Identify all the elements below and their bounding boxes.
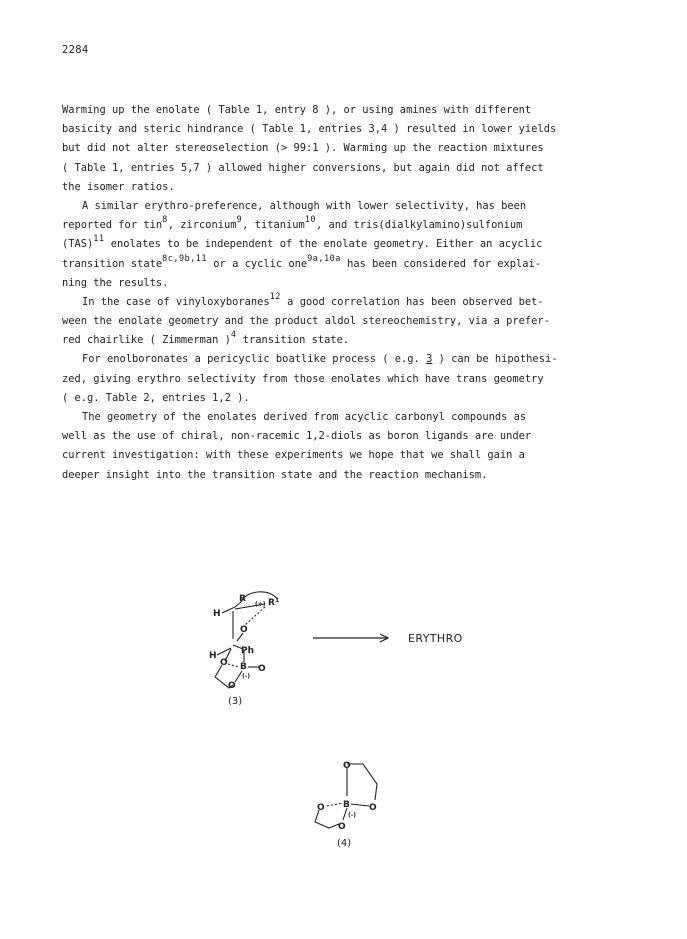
charge-plus: (+) (255, 601, 266, 608)
text-line: zed, giving erythro selectivity from those enolates which have trans geometry (62, 372, 544, 385)
reference-superscript: 12 (269, 291, 281, 302)
bond-o-b-partial (228, 664, 239, 667)
structure-4-label: (4) (337, 838, 352, 849)
text-line (62, 235, 634, 254)
atom-ph: Ph (241, 646, 255, 656)
reference-superscript: 11 (93, 234, 105, 245)
body-text (62, 101, 634, 485)
upper-ring (347, 764, 377, 800)
bond-b-o-right (351, 804, 369, 806)
reference-superscript: 8 (162, 215, 168, 226)
text-line: current investigation: with these experiments we hope that we shall gain a (62, 449, 525, 462)
text-fragment: (TAS) (62, 238, 94, 251)
text-line: The geometry of the enolates derived from acyclic carbonyl compounds as (82, 411, 527, 423)
atom-o-right: O (258, 664, 266, 674)
atom-o-right: O (369, 803, 377, 813)
bond-b-o-lower (235, 671, 242, 682)
text-line (62, 216, 634, 235)
text-line: but did not alter stereoselection (> 99:1 ). Warming up the reaction mixtures (62, 142, 544, 155)
text-fragment: red chairlike ( Zimmerman ) (62, 334, 231, 347)
reference-superscript: 4 (230, 330, 237, 341)
reference-superscript: 8c,9b,11 (162, 253, 208, 264)
text-line: A similar erythro-preference, although with lower selectivity, has been (82, 199, 527, 212)
atom-r1 (268, 597, 279, 608)
reference-superscript: 9 (236, 215, 243, 226)
atom-b: B (343, 800, 350, 810)
text-line (62, 331, 634, 350)
charge-minus: (-) (348, 812, 356, 819)
structure-4-diagram (305, 756, 390, 836)
text-fragment: transition state. (236, 334, 350, 347)
text-line: the isomer ratios. (62, 180, 175, 193)
atom-o-bottom: O (338, 822, 346, 832)
bond-cplus-o-partial (245, 607, 265, 625)
text-fragment: , titanium (242, 219, 305, 232)
text-line: basicity and steric hindrance ( Table 1, entries 3,4 ) resulted in lower yields (62, 123, 557, 136)
atom-h-lower: H (209, 651, 217, 661)
text-fragment: , and tris(dialkylamino)sulfonium (315, 219, 523, 232)
text-fragment: ) can be hipothesi- (432, 353, 558, 366)
page-number: 2284 (62, 44, 89, 56)
erythro-label: ERYTHRO (408, 632, 463, 645)
atom-o-top: O (343, 761, 351, 771)
structure-3-label: (3) (228, 696, 243, 707)
atom-r: R (239, 594, 246, 604)
reference-superscript: 10 (304, 215, 316, 226)
text-line: ween the enolate geometry and the product aldol stereochemistry, via a prefer- (62, 315, 550, 328)
atom-o-enolate: O (220, 658, 228, 668)
text-fragment: reported for tin (62, 219, 163, 232)
text-fragment: transition state (62, 257, 163, 270)
text-line: Warming up the enolate ( Table 1, entry 8 ), or using amines with different (62, 104, 532, 116)
atom-r1-superscript: 1 (274, 597, 280, 604)
text-line: ( e.g. Table 2, entries 1,2 ). (62, 391, 250, 404)
atom-o-carbonyl: O (240, 625, 248, 635)
structure-3-diagram (195, 585, 295, 695)
text-line: ning the results. (62, 276, 169, 289)
text-line: well as the use of chiral, non-racemic 1,2-diols as boron ligands are under (62, 430, 532, 443)
text-fragment: , zirconium (167, 219, 237, 232)
bond-o-b-dotted (327, 803, 343, 806)
text-fragment: For enolboronates a pericyclic boatlike process ( e.g. (82, 353, 427, 366)
text-fragment: or a cyclic one (207, 257, 308, 270)
atom-o-lower: O (228, 681, 236, 691)
text-fragment: a good correlation has been observed bet- (280, 295, 544, 308)
charge-minus: (-) (242, 673, 250, 680)
atom-o-left: O (317, 803, 325, 813)
atom-r1-letter: R (268, 598, 275, 608)
text-line: deeper insight into the transition state and the reaction mechanism. (62, 468, 488, 481)
text-line: ( Table 1, entries 5,7 ) allowed higher conversions, but again did not affect (62, 161, 544, 174)
text-line (62, 255, 634, 274)
reference-superscript: 9a,10a (307, 253, 341, 264)
reaction-arrow (313, 631, 390, 645)
atom-b: B (240, 662, 247, 672)
text-line (62, 293, 634, 312)
atom-h: H (213, 609, 221, 619)
text-line (62, 350, 634, 369)
compound-reference: 3 (426, 353, 433, 366)
text-fragment: has been considered for explai- (340, 257, 542, 270)
text-fragment: enolates to be independent of the enolate geometry. Either an acyclic (104, 238, 543, 251)
text-fragment: In the case of vinyloxyboranes (82, 295, 270, 308)
